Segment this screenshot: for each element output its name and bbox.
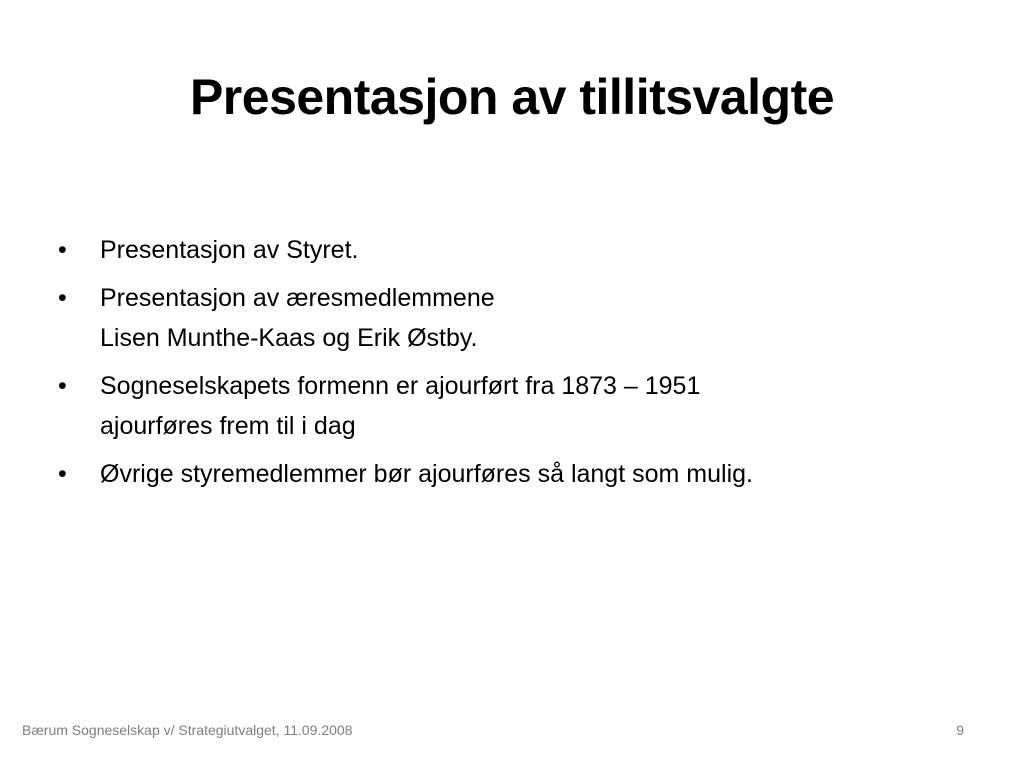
bullet-item — [58, 230, 978, 270]
bullet-text: Sogneselskapets formenn er ajourført fra 1873 – 1951 — [100, 372, 701, 400]
bullet-dot-icon: • — [58, 460, 67, 488]
bullet-text: Presentasjon av Styret. — [100, 236, 359, 264]
bullet-text-continuation: ajourføres frem til i dag — [100, 412, 356, 440]
bullet-item — [58, 278, 978, 358]
bullet-dot-icon: • — [58, 236, 67, 264]
bullet-list — [58, 230, 978, 502]
page-number: 9 — [956, 722, 964, 738]
bullet-item — [58, 366, 978, 446]
bullet-text-continuation: Lisen Munthe-Kaas og Erik Østby. — [100, 324, 478, 352]
bullet-dot-icon: • — [58, 372, 67, 400]
bullet-text: Øvrige styremedlemmer bør ajourføres så langt som mulig. — [100, 460, 753, 488]
bullet-text: Presentasjon av æresmedlemmene — [100, 284, 495, 312]
footer-text: Bærum Sogneselskap v/ Strategiutvalget, 11.09.2008 — [22, 722, 353, 738]
bullet-dot-icon: • — [58, 284, 67, 312]
bullet-item — [58, 454, 978, 494]
slide-title: Presentasjon av tillitsvalgte — [189, 69, 835, 125]
